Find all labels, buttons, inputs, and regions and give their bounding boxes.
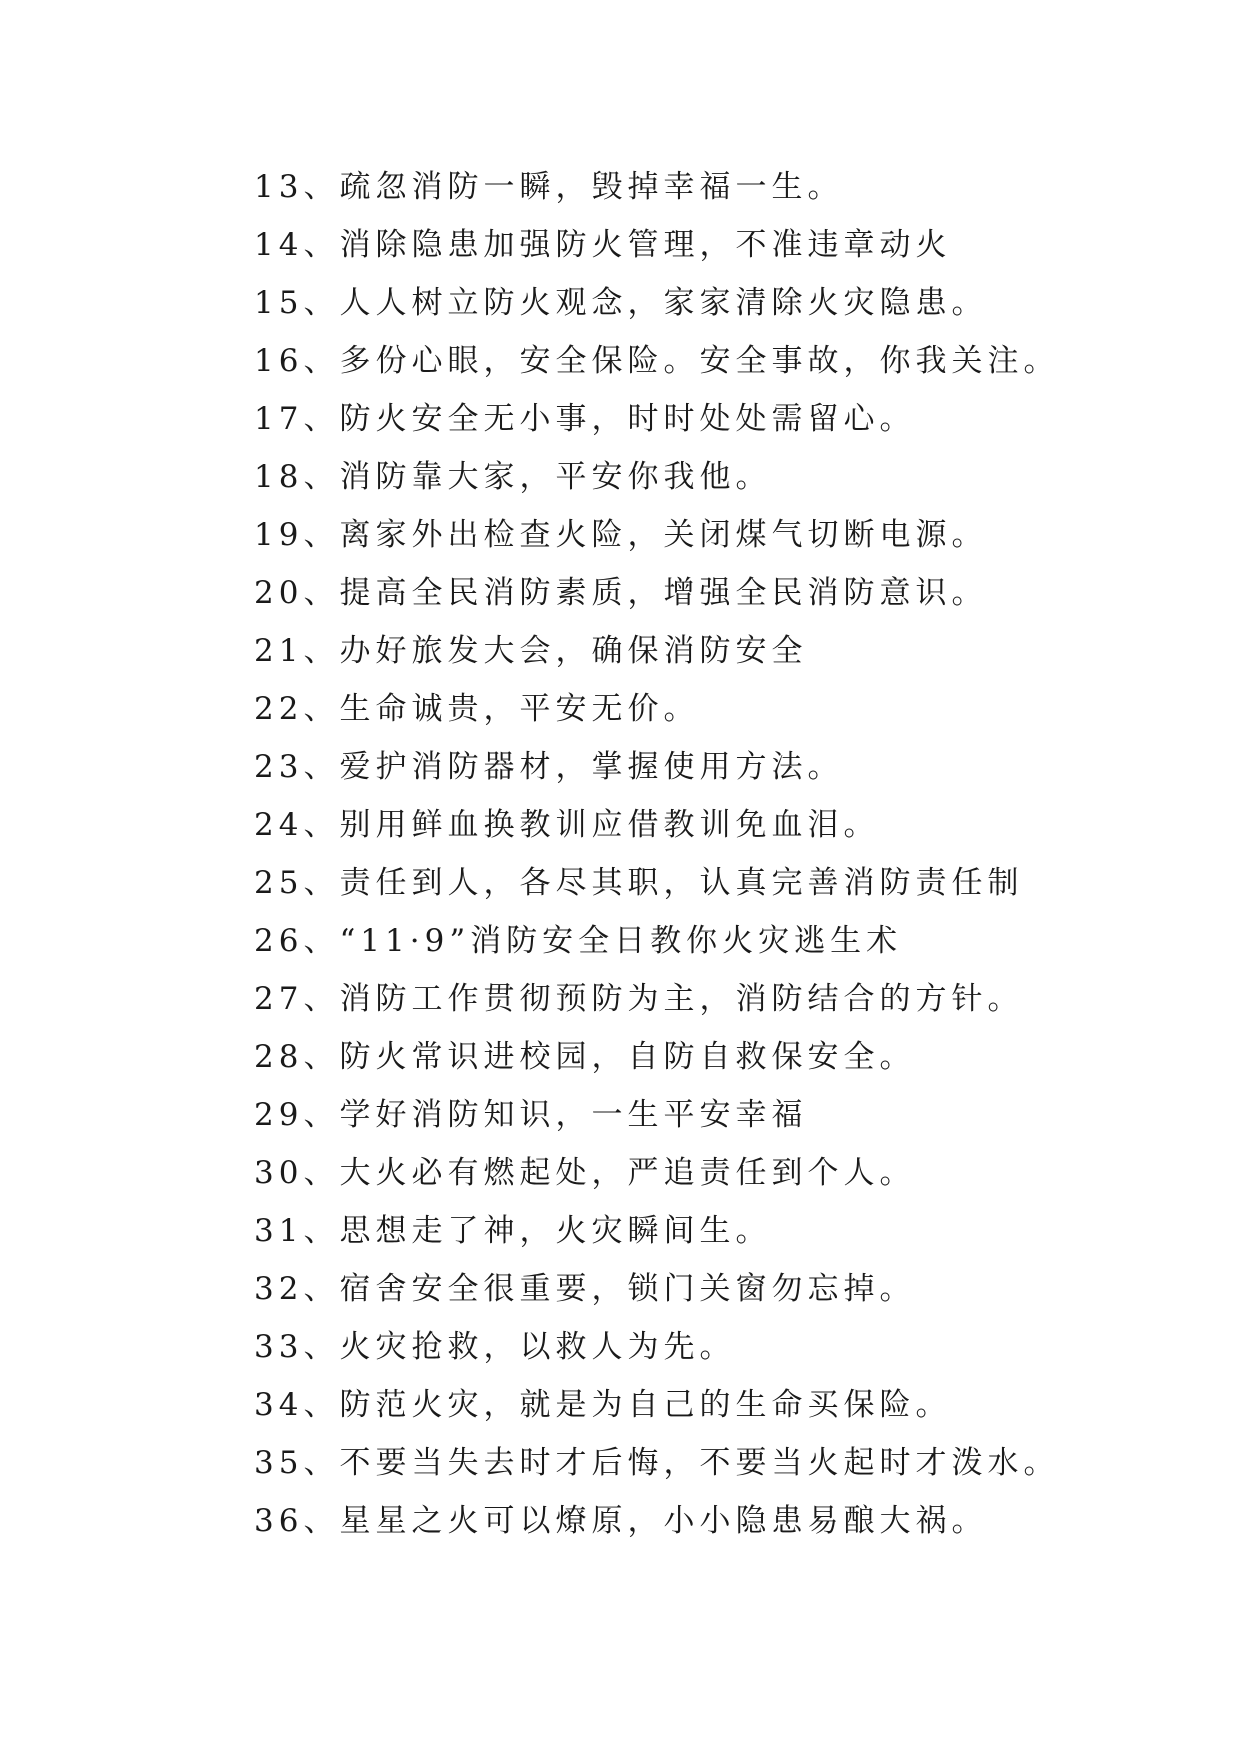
slogan-line: 29、学好消防知识，一生平安幸福 — [254, 1097, 808, 1133]
slogan-line: 34、防范火灾，就是为自己的生命买保险。 — [254, 1387, 952, 1423]
slogan-line: 17、防火安全无小事，时时处处需留心。 — [254, 401, 916, 437]
slogan-list — [254, 158, 1074, 1550]
slogan-line: 20、提高全民消防素质，增强全民消防意识。 — [254, 575, 988, 611]
slogan-line: 21、办好旅发大会，确保消防安全 — [254, 633, 808, 669]
slogan-line: 14、消除隐患加强防火管理，不准违章动火 — [254, 227, 952, 263]
slogan-line: 31、思想走了神，火灾瞬间生。 — [254, 1213, 772, 1249]
slogan-line: 26、“11·9”消防安全日教你火灾逃生术 — [254, 923, 903, 959]
slogan-line: 25、责任到人，各尽其职，认真完善消防责任制 — [254, 865, 1024, 901]
slogan-line: 18、消防靠大家，平安你我他。 — [254, 459, 772, 495]
slogan-line: 19、离家外出检查火险，关闭煤气切断电源。 — [254, 517, 988, 553]
slogan-line: 23、爱护消防器材，掌握使用方法。 — [254, 749, 844, 785]
slogan-line: 33、火灾抢救，以救人为先。 — [254, 1329, 736, 1365]
slogan-line: 16、多份心眼，安全保险。安全事故，你我关注。 — [254, 343, 1060, 379]
slogan-line: 13、疏忽消防一瞬，毁掉幸福一生。 — [254, 169, 844, 205]
slogan-line: 28、防火常识进校园，自防自救保安全。 — [254, 1039, 916, 1075]
slogan-line: 24、别用鲜血换教训应借教训免血泪。 — [254, 807, 880, 843]
slogan-line: 35、不要当失去时才后悔，不要当火起时才泼水。 — [254, 1445, 1060, 1481]
slogan-line: 30、大火必有燃起处，严追责任到个人。 — [254, 1155, 916, 1191]
slogan-line: 32、宿舍安全很重要，锁门关窗勿忘掉。 — [254, 1271, 916, 1307]
slogan-line: 36、星星之火可以燎原，小小隐患易酿大祸。 — [254, 1503, 988, 1539]
slogan-line: 27、消防工作贯彻预防为主，消防结合的方针。 — [254, 981, 1024, 1017]
slogan-line: 15、人人树立防火观念，家家清除火灾隐患。 — [254, 285, 988, 321]
slogan-line: 22、生命诚贵，平安无价。 — [254, 691, 700, 727]
